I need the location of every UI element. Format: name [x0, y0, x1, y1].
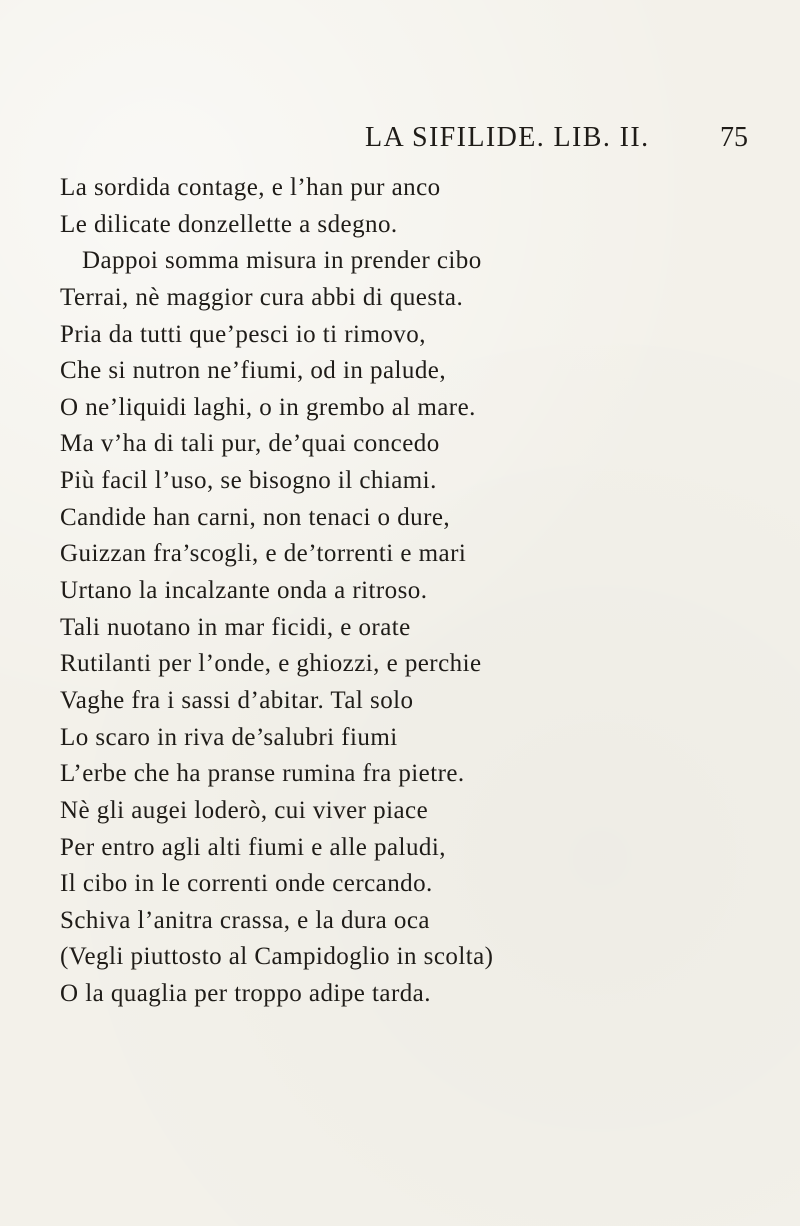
verse-line: Le dilicate donzellette a sdegno.	[60, 210, 398, 238]
page-number: 75	[720, 122, 748, 153]
running-head: LA SIFILIDE. LIB. II.	[365, 122, 650, 153]
verse-line: Vaghe fra i sassi d’abitar. Tal solo	[60, 686, 414, 714]
poem-text	[60, 170, 770, 1013]
verse-line: Lo scaro in riva de’salubri fiumi	[60, 723, 398, 751]
verse-line: Che si nutron ne’fiumi, od in palude,	[60, 357, 447, 385]
verse-line: La sordida contage, e l’han pur anco	[60, 174, 441, 201]
verse-line: Più facil l’uso, se bisogno il chiami.	[60, 467, 437, 495]
verse-line: L’erbe che ha pranse rumina fra pietre.	[60, 760, 465, 788]
verse-line: Dappoi somma misura in prender cibo	[82, 247, 482, 275]
verse-line: Nè gli augei loderò, cui viver piace	[60, 796, 429, 824]
verse-line: Rutilanti per l’onde, e ghiozzi, e perchie	[60, 650, 482, 678]
verse-line: (Vegli piuttosto al Campidoglio in scolta)	[60, 943, 494, 971]
verse-line: Tali nuotano in mar ficidi, e orate	[60, 613, 411, 641]
verse-line: Schiva l’anitra crassa, e la dura oca	[60, 906, 430, 934]
verse-line: Ma v’ha di tali pur, de’quai concedo	[60, 430, 440, 458]
verse-line: Candide han carni, non tenaci o dure,	[60, 503, 451, 531]
verse-line: Il cibo in le correnti onde cercando.	[60, 870, 433, 898]
verse-line: O la quaglia per troppo adipe tarda.	[60, 980, 431, 1008]
verse-line: O ne’liquidi laghi, o in grembo al mare.	[60, 393, 476, 421]
page-header	[0, 118, 800, 158]
verse-line: Pria da tutti que’pesci io ti rimovo,	[60, 320, 426, 348]
verse-line: Urtano la incalzante onda a ritroso.	[60, 577, 428, 605]
verse-line: Per entro agli alti fiumi e alle paludi,	[60, 833, 446, 861]
verse-line: Guizzan fra’scogli, e de’torrenti e mari	[60, 540, 467, 568]
verse-line: Terrai, nè maggior cura abbi di questa.	[60, 283, 464, 311]
